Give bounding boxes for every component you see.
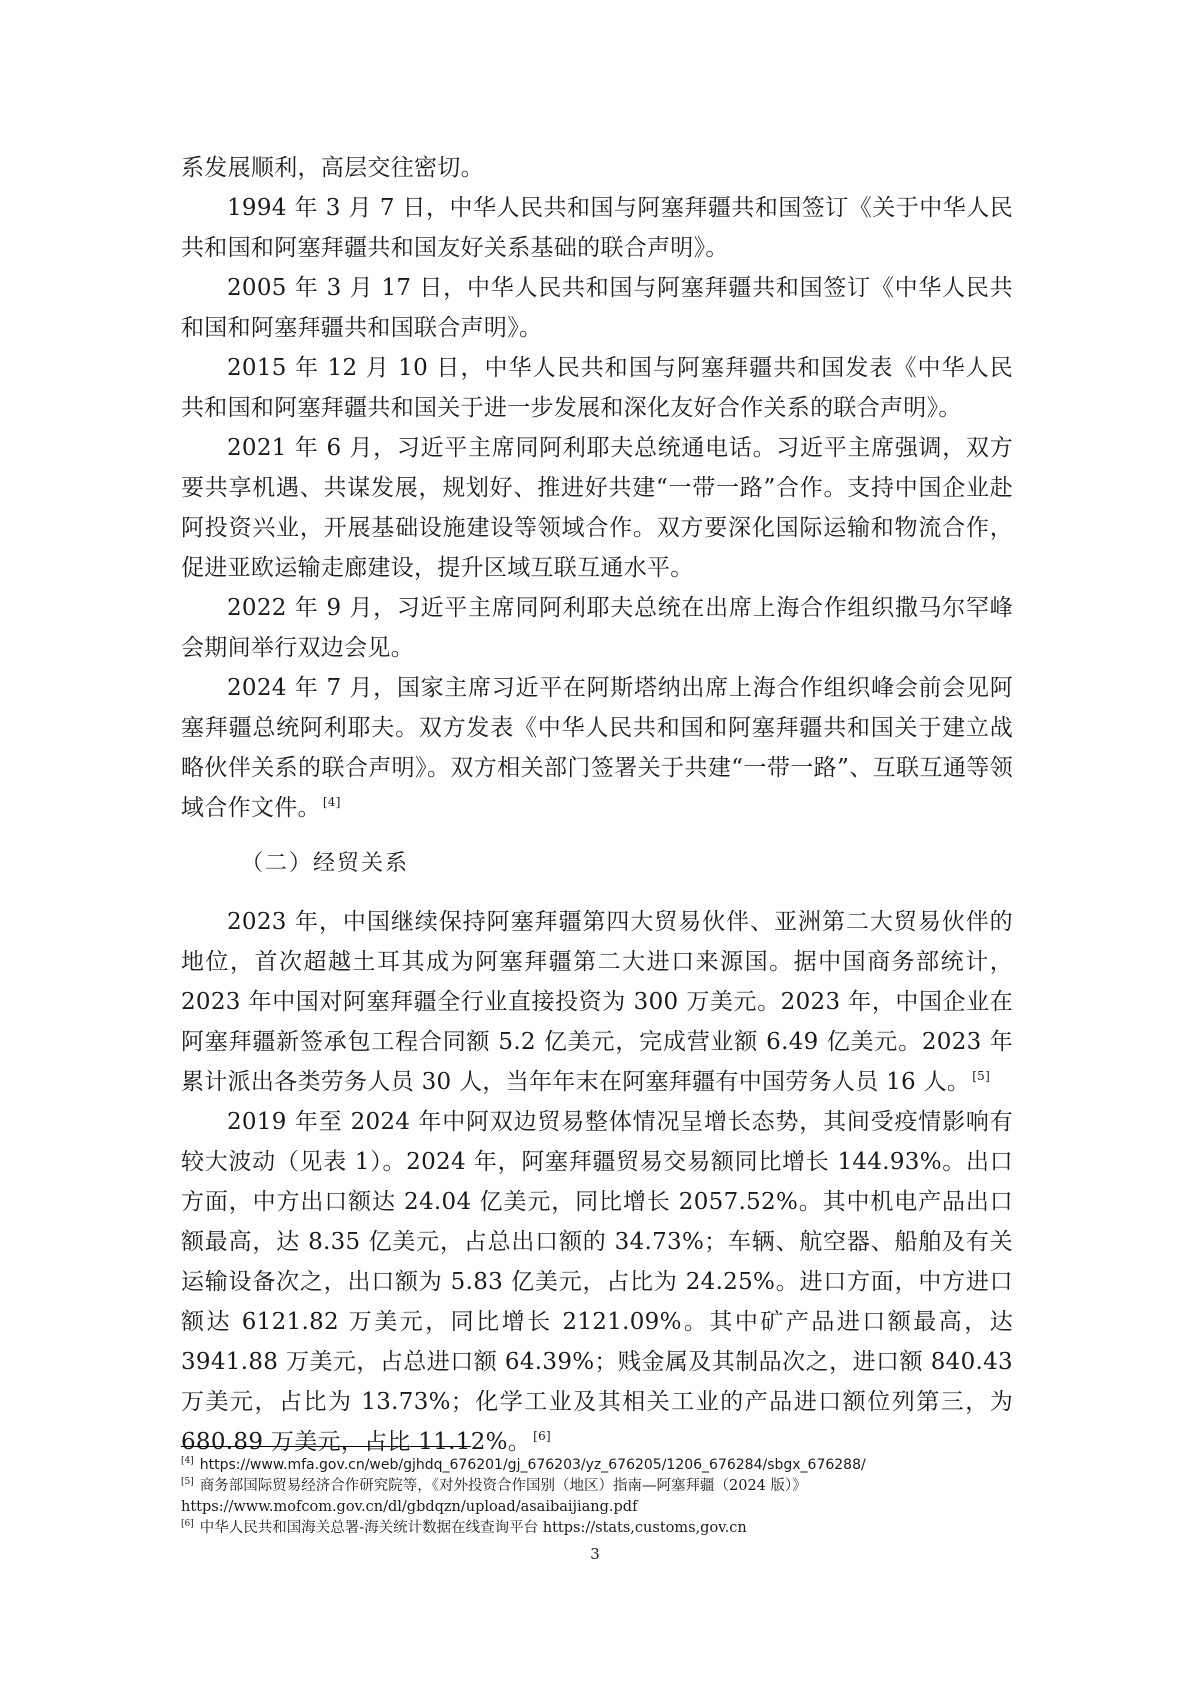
paragraph-trade-2023: [181, 902, 1013, 1102]
page-number: 3: [590, 1545, 600, 1563]
footnote: [181, 1518, 1013, 1539]
paragraph-text: 2019 年至 2024 年中阿双边贸易整体情况呈增长态势，其间受疫情影响有较大波动（见表 1）。2024 年，阿塞拜疆贸易交易额同比增长 144.93%。出口方面，中方出口额达 24.04 亿美元，同比增长 2057.52%。其中机电产品出口额最高，达 8.35 亿美元，占总出口额的 34.73%；车辆、航空器、船舶及有关运输设备次之，出口额为 5.83 亿美元，占比为 24.25%。进口方面，中方进口额达 6121.82 万美元，同比增长 2121.09%。其中矿产品进口额最高，达 3941.88 万美元，占总进口额 64.39%；贱金属及其制品次之，进口额 840.43 万美元，占比为 13.73%；化学工业及其相关工业的产品进口额位列第三，为 680.89 万美元，占比 11.12%。: [181, 1109, 1013, 1455]
footnote: [181, 1455, 1013, 1476]
footnote-link[interactable]: https://www.mfa.gov.cn/web/gjhdq_676201/gj_676203/yz_676205/1206_676284/sbgx_676288/: [199, 1457, 866, 1473]
paragraph-text: 2023 年，中国继续保持阿塞拜疆第四大贸易伙伴、亚洲第二大贸易伙伴的地位，首次超越土耳其成为阿塞拜疆第二大进口来源国。据中国商务部统计，2023 年中国对阿塞拜疆全行业直接投资为 300 万美元。2023 年，中国企业在阿塞拜疆新签承包工程合同额 5.2 亿美元，完成营业额 6.49 亿美元。2023 年累计派出各类劳务人员 30 人，当年年末在阿塞拜疆有中国劳务人员 16 人。: [181, 909, 1013, 1095]
footnote-link[interactable]: https://www.mofcom.gov.cn/dl/gbdqzn/upload/asaibaijiang.pdf: [181, 1499, 638, 1515]
document-body: [181, 148, 1013, 1462]
footnotes: [181, 1455, 1013, 1539]
footnote-ref[interactable]: [5]: [972, 1069, 991, 1084]
footnote: [181, 1476, 1013, 1497]
footnote-ref[interactable]: [6]: [533, 1429, 552, 1444]
footnote-mark: [6]: [181, 1519, 194, 1530]
paragraph: 2005 年 3 月 17 日，中华人民共和国与阿塞拜疆共和国签订《中华人民共和国和阿塞拜疆共和国联合声明》。: [181, 275, 1013, 341]
paragraph: 1994 年 3 月 7 日，中华人民共和国与阿塞拜疆共和国签订《关于中华人民共和国和阿塞拜疆共和国友好关系基础的联合声明》。: [181, 195, 1013, 261]
footnote-divider: [181, 1446, 471, 1447]
paragraph: 2015 年 12 月 10 日，中华人民共和国与阿塞拜疆共和国发表《中华人民共和国和阿塞拜疆共和国关于进一步发展和深化友好合作关系的联合声明》。: [181, 355, 1013, 421]
paragraph: 系发展顺利，高层交往密切。: [181, 155, 484, 181]
paragraph: 2021 年 6 月，习近平主席同阿利耶夫总统通电话。习近平主席强调，双方要共享机遇、共谋发展，规划好、推进好共建“一带一路”合作。支持中国企业赴阿投资兴业，开展基础设施建设等领域合作。双方要深化国际运输和物流合作，促进亚欧运输走廊建设，提升区域互联互通水平。: [181, 435, 1013, 581]
section-heading: （二）经贸关系: [241, 851, 410, 876]
footnote-text: 中华人民共和国海关总署-海关统计数据在线查询平台 https://stats,customs,gov.cn: [199, 1520, 747, 1536]
footnote: [181, 1497, 1013, 1518]
footnote-mark: [4]: [181, 1456, 194, 1467]
footnote-mark: [5]: [181, 1477, 194, 1488]
paragraph-2024: [181, 668, 1013, 828]
footnote-text: 商务部国际贸易经济合作研究院等，《对外投资合作国别（地区）指南—阿塞拜疆（2024 版）》: [199, 1478, 807, 1494]
paragraph-text: 2024 年 7 月，国家主席习近平在阿斯塔纳出席上海合作组织峰会前会见阿塞拜疆总统阿利耶夫。双方发表《中华人民共和国和阿塞拜疆共和国关于建立战略伙伴关系的联合声明》。双方相关部门签署关于共建“一带一路”、互联互通等领域合作文件。: [181, 675, 1013, 821]
paragraph-trade-2019-2024: [181, 1102, 1013, 1462]
footnote-ref[interactable]: [4]: [322, 795, 341, 810]
paragraph: 2022 年 9 月，习近平主席同阿利耶夫总统在出席上海合作组织撒马尔罕峰会期间举行双边会见。: [181, 595, 1013, 661]
